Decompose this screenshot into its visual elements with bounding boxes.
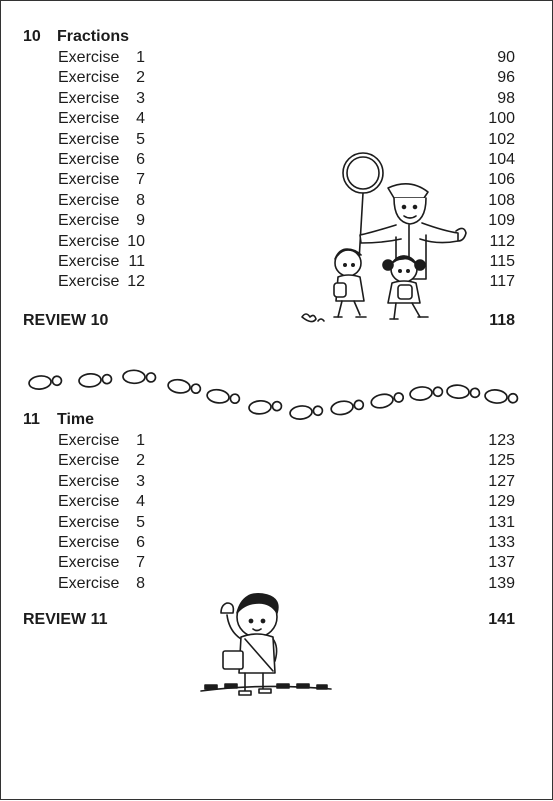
exercise-page: 112 — [489, 232, 515, 250]
exercise-number: 4 — [136, 110, 145, 128]
exercise-page: 104 — [488, 151, 515, 168]
exercise-number: 3 — [136, 472, 145, 490]
exercise-page: 133 — [488, 534, 515, 551]
exercise-number: 11 — [128, 253, 145, 270]
exercise-row — [58, 493, 515, 513]
exercise-page: 106 — [488, 171, 515, 189]
review-page: 141 — [488, 611, 515, 628]
exercise-number: 8 — [136, 191, 145, 209]
exercise-number: 12 — [127, 273, 145, 291]
boy-waving-icon — [201, 591, 341, 706]
exercise-page: 125 — [488, 452, 515, 470]
exercise-number: 9 — [136, 212, 145, 230]
review-page: 118 — [489, 312, 515, 329]
exercise-page: 117 — [489, 273, 515, 291]
exercise-label: Exercise — [58, 574, 120, 592]
exercise-label: Exercise — [58, 452, 120, 470]
exercise-label: Exercise — [58, 273, 120, 291]
exercise-label: Exercise — [58, 130, 120, 148]
exercise-page: 109 — [488, 212, 515, 230]
exercise-label: Exercise — [58, 253, 120, 270]
exercise-number: 1 — [136, 49, 145, 66]
exercise-page: 115 — [489, 253, 515, 270]
exercise-number: 6 — [136, 151, 145, 168]
exercise-page: 123 — [488, 432, 515, 449]
exercise-number: 1 — [136, 432, 145, 449]
exercise-number: 5 — [136, 130, 145, 148]
chapter-title: Fractions — [57, 28, 130, 45]
exercise-label: Exercise — [58, 110, 120, 128]
exercise-page: 108 — [488, 191, 515, 209]
exercise-label: Exercise — [58, 89, 120, 107]
exercise-label: Exercise — [58, 472, 120, 490]
exercise-page: 90 — [497, 49, 515, 66]
exercise-number: 6 — [136, 534, 145, 551]
exercise-page: 100 — [488, 110, 515, 128]
exercise-row — [58, 554, 515, 574]
exercise-number: 5 — [136, 513, 145, 531]
exercise-page: 96 — [497, 69, 515, 87]
exercise-row — [58, 534, 515, 554]
exercise-page: 98 — [497, 89, 515, 107]
exercise-label: Exercise — [58, 69, 120, 87]
exercise-label: Exercise — [58, 534, 120, 551]
chapter-11-heading — [23, 411, 94, 429]
exercise-row — [58, 432, 515, 452]
exercise-row — [58, 514, 515, 534]
exercise-label: Exercise — [58, 191, 120, 209]
exercise-number: 10 — [127, 232, 145, 250]
chapter-title: Time — [57, 411, 95, 428]
exercise-number: 7 — [136, 171, 145, 189]
chapter-number: 11 — [23, 411, 40, 428]
chapter-number: 10 — [23, 28, 41, 45]
exercise-label: Exercise — [58, 513, 120, 531]
exercise-row — [58, 473, 515, 493]
review-label: REVIEW 11 — [23, 611, 108, 628]
exercise-row — [58, 452, 515, 472]
exercise-label: Exercise — [58, 49, 120, 66]
exercise-page: 137 — [488, 554, 515, 572]
exercise-label: Exercise — [58, 232, 120, 250]
exercise-number: 2 — [136, 69, 145, 87]
exercise-page: 127 — [488, 472, 515, 490]
exercise-number: 4 — [136, 493, 145, 511]
exercise-label: Exercise — [58, 171, 120, 189]
exercise-number: 2 — [136, 452, 145, 470]
exercise-label: Exercise — [58, 212, 120, 230]
exercise-label: Exercise — [58, 554, 120, 572]
exercise-label: Exercise — [58, 493, 120, 511]
exercise-number: 3 — [136, 89, 145, 107]
exercise-label: Exercise — [58, 432, 120, 449]
exercise-page: 102 — [488, 130, 515, 148]
exercise-page: 129 — [488, 493, 515, 511]
exercise-label: Exercise — [58, 151, 120, 168]
exercise-number: 7 — [136, 554, 145, 572]
review-label: REVIEW 10 — [23, 312, 109, 329]
exercise-page: 131 — [488, 513, 515, 531]
exercise-number: 8 — [136, 574, 145, 592]
exercise-page: 139 — [488, 574, 515, 592]
